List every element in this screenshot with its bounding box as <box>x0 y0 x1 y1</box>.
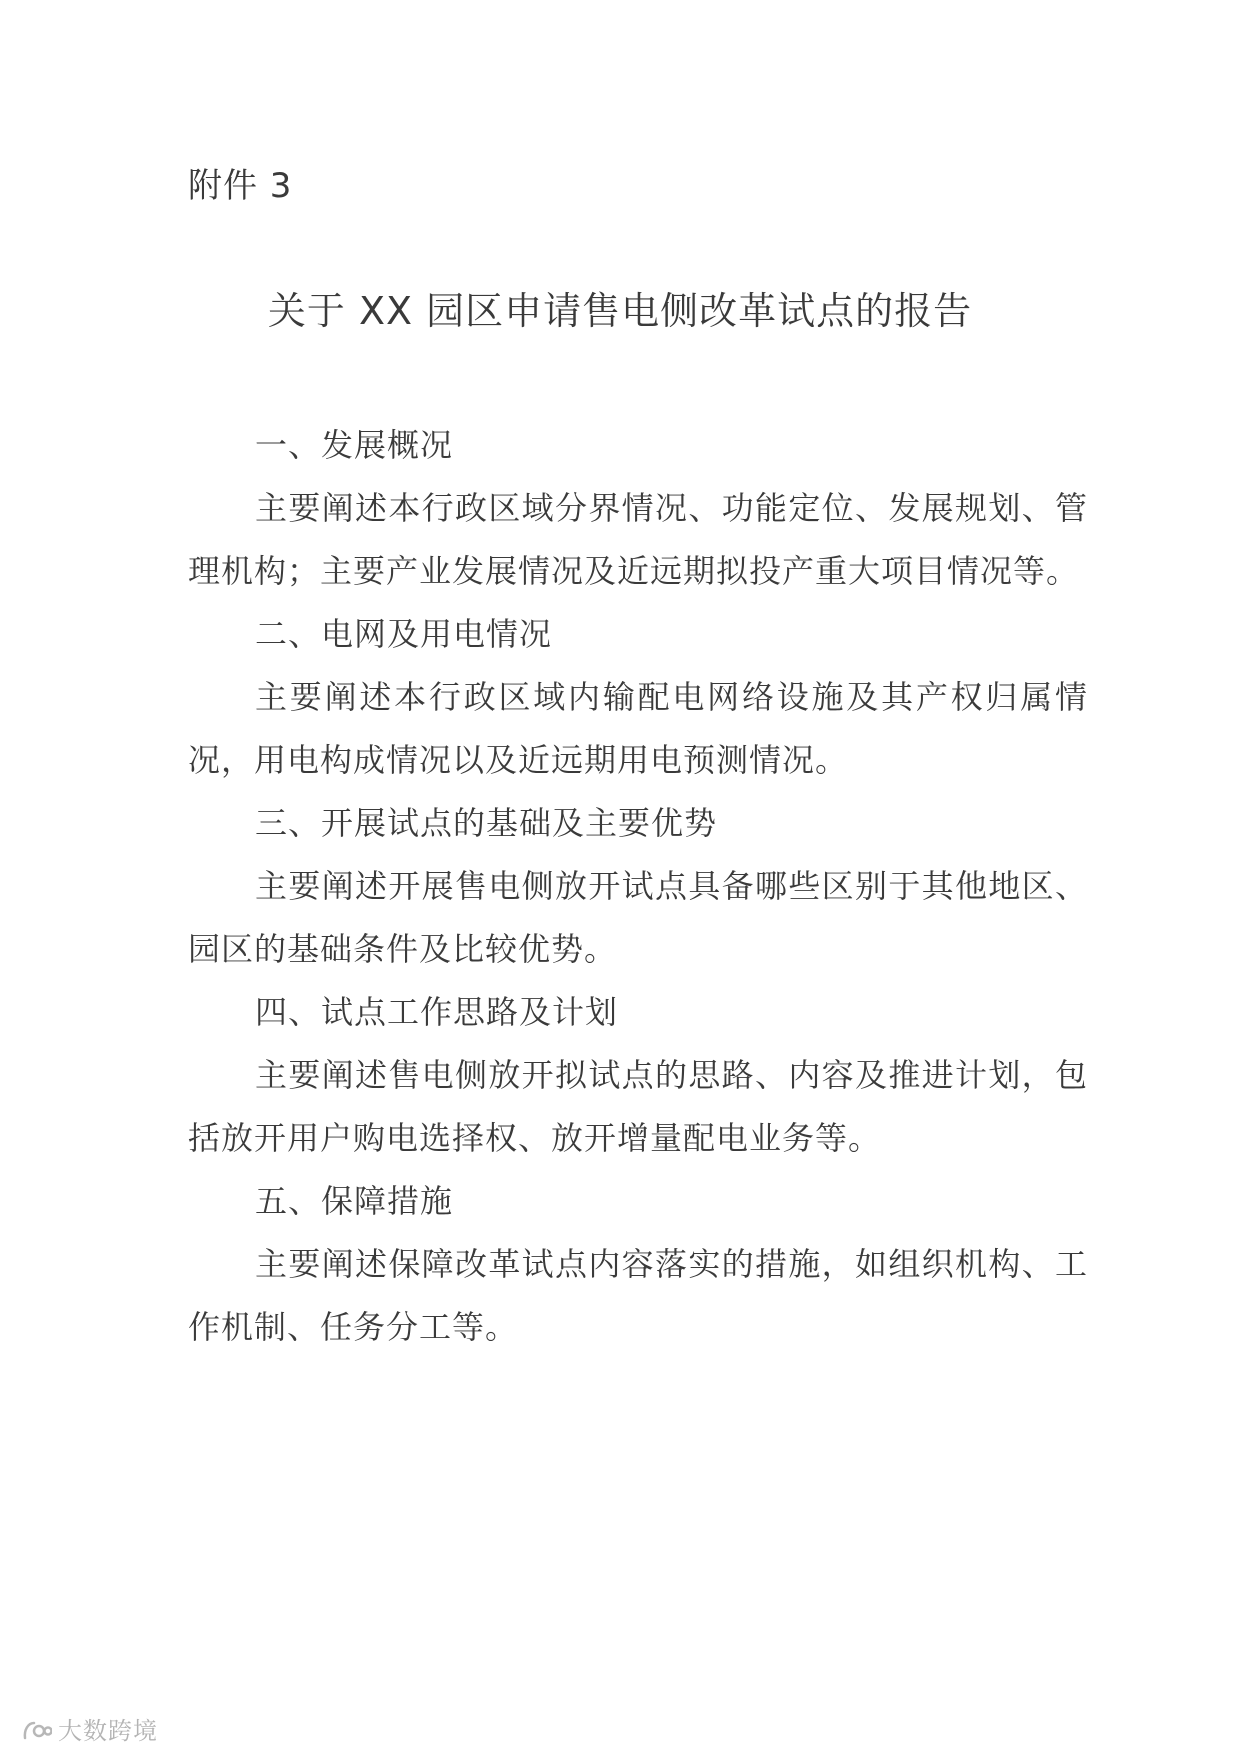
document-title: 关于 XX 园区申请售电侧改革试点的报告 <box>267 289 973 333</box>
section-heading-3: 三、开展试点的基础及主要优势 <box>255 804 718 842</box>
attachment-label: 附件 3 <box>188 166 293 206</box>
section-body-2: 主要阐述本行政区域内输配电网络设施及其产权归属情况，用电构成情况以及近远期用电预测情况。 <box>188 678 1088 779</box>
watermark-text: 大数跨境 <box>58 1717 158 1745</box>
section-body-3: 主要阐述开展售电侧放开试点具备哪些区别于其他地区、园区的基础条件及比较优势。 <box>188 867 1088 968</box>
section-body-1: 主要阐述本行政区域分界情况、功能定位、发展规划、管理机构；主要产业发展情况及近远期拟投产重大项目情况等。 <box>188 489 1088 590</box>
brand-logo-icon <box>22 1720 52 1742</box>
document-body <box>188 414 1088 1359</box>
section-body-5: 主要阐述保障改革试点内容落实的措施，如组织机构、工作机制、任务分工等。 <box>188 1245 1088 1346</box>
section-body-4: 主要阐述售电侧放开拟试点的思路、内容及推进计划，包括放开用户购电选择权、放开增量配电业务等。 <box>188 1056 1088 1157</box>
section-heading-1: 一、发展概况 <box>255 426 454 464</box>
watermark <box>22 1717 158 1745</box>
section-heading-5: 五、保障措施 <box>255 1182 454 1220</box>
section-heading-2: 二、电网及用电情况 <box>255 615 553 653</box>
section-heading-4: 四、试点工作思路及计划 <box>255 993 619 1031</box>
